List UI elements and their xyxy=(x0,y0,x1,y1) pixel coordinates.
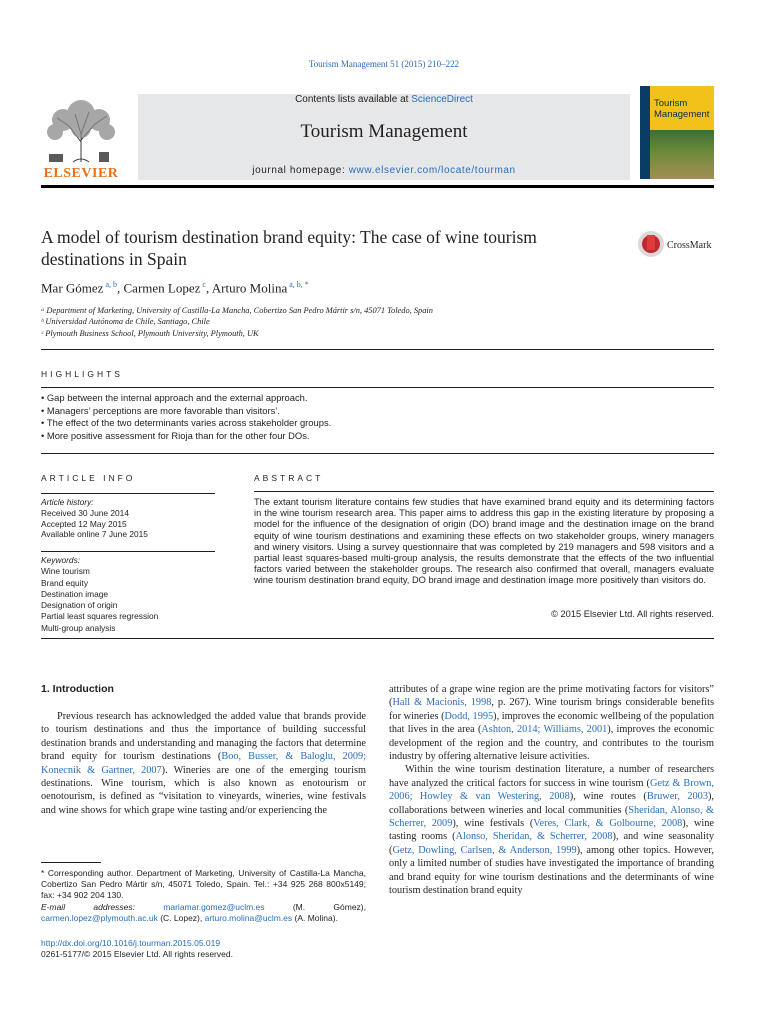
keywords xyxy=(41,555,221,634)
citation-link[interactable]: Dodd, 1995 xyxy=(444,710,494,722)
cover-stripe xyxy=(640,86,650,179)
body-column-right xyxy=(389,683,714,898)
keyword: Multi-group analysis xyxy=(41,622,116,633)
author-affiliation-marker[interactable]: a, b xyxy=(103,280,118,289)
email-owner: (C. Lopez), xyxy=(157,912,205,923)
body-text: Previous research has acknowledged the added value that brands provide to tourism destinations and thus the importance of building successful destination brands and understanding and managing the factors that determine brand equity for tourism destinations ( xyxy=(41,711,366,763)
keyword: Destination image xyxy=(41,588,109,599)
history-accepted: Accepted 12 May 2015 xyxy=(41,518,127,529)
article-info-heading: ARTICLE INFO xyxy=(41,473,136,483)
article-history xyxy=(41,497,221,540)
abstract-text: The extant tourism literature contains few studies that have examined brand equity and its determining factors in the wine tourism research area. This paper aims to address this gap in the existing literature by proposing a model for the influence of the designation of origin (DO) brand image and the destination image on the brand equity of wine tourism destinations and examining these effects on two stakeholder groups, winery managers and winery visitors. Using a survey questionnaire that was completed by 219 managers and 598 visitors and a partial least squares-based multi-group analysis, the results demonstrate that the effects of the two influential factors varied between the stakeholder groups. The research also confirmed that overall, managers evaluate wine tourism destination brand equity, DO brand image and destination image more positively than visitors do. xyxy=(254,497,714,586)
highlights-list xyxy=(41,392,641,442)
citation-link[interactable]: Getz, Dowling, Carlsen, & Anderson, 1999 xyxy=(392,844,577,856)
section-rule xyxy=(41,453,714,454)
affiliation: ᵃ Department of Marketing, University of Castilla-La Mancha, Cobertizo San Pedro Mártir s/n, 45071 Toledo, Spain xyxy=(41,306,433,315)
email-label: E-mail addresses: xyxy=(41,901,164,912)
keyword: Designation of origin xyxy=(41,600,118,611)
cover-title-line-2: Management xyxy=(654,109,710,120)
body-text: ), improves the economic wellbeing of the population that lives in the area ( xyxy=(389,710,714,736)
email-addresses xyxy=(41,902,366,924)
paragraph xyxy=(389,683,714,763)
body-text: ), improves the economic development of the region and the country, and contributes to the tourism industry by offering alternative leisure activities. xyxy=(389,724,714,763)
email-owner: (M. Gómez), xyxy=(264,901,366,912)
contents-line xyxy=(138,94,630,105)
highlight-item: • Managers’ perceptions are more favorable than visitors’. xyxy=(41,405,641,418)
article-title: A model of tourism destination brand equity: The case of wine tourism destinations in Spain xyxy=(41,227,537,269)
header-rule xyxy=(41,185,714,188)
abstract-copyright: © 2015 Elsevier Ltd. All rights reserved. xyxy=(551,609,714,619)
section-rule xyxy=(41,638,714,639)
cover-title xyxy=(654,98,709,120)
corresponding-author: * Corresponding author. Department of Marketing, University of Castilla-La Mancha, Cobertizo San Pedro Mártir s/n, 45071 Toledo, Spain. Tel.: +34 925 268 800x5149; fax: +34 902 204 130. xyxy=(41,868,366,901)
citation-link[interactable]: Alonso, Sheridan, & Scherrer, 2008 xyxy=(455,831,613,843)
homepage-prefix: journal homepage: xyxy=(252,165,349,176)
keywords-label: Keywords: xyxy=(41,555,81,565)
body-text: ), wine tasting rooms ( xyxy=(389,818,715,843)
citation-link[interactable]: Ashton, 2014; Williams, 2001 xyxy=(481,724,608,736)
section-rule xyxy=(41,349,714,350)
paragraph xyxy=(389,763,714,897)
citation-link[interactable]: Hall & Macionis, 1998 xyxy=(392,697,492,709)
body-text: attributes of a grape wine region are the prime motivating factors for visitors” ( xyxy=(389,684,714,709)
citation-link[interactable]: Bruwer, 2003 xyxy=(646,791,708,803)
highlight-item: • Gap between the internal approach and the external approach. xyxy=(41,392,641,405)
email-link[interactable]: arturo.molina@uclm.es xyxy=(204,912,293,923)
author-name[interactable]: Mar Gómez xyxy=(41,280,104,296)
journal-cover-image[interactable] xyxy=(640,86,714,179)
author-affiliation-marker[interactable]: a, b, * xyxy=(287,280,309,289)
cover-title-line-1: Tourism xyxy=(654,98,688,109)
author-list: Mar Gómez $^{a, b}$, Carmen Lopez $^c$, Arturo Molina $^{a, b, *}$ xyxy=(41,280,309,296)
citation-link[interactable]: Veres, Clark, & Golbourne, 2008 xyxy=(533,818,683,830)
body-text: Within the wine tourism destination literature, a number of researchers have analyzed the critical factors for success in wine tourism ( xyxy=(389,764,714,789)
affiliation: ᵇ Universidad Autónoma de Chile, Santiago, Chile xyxy=(41,317,210,327)
corresponding-author-footnote xyxy=(41,868,366,924)
citation-link[interactable]: Boo, Busser, & Baloglu, 2009; Konecnik & Gartner, 2007 xyxy=(41,751,366,776)
section-rule xyxy=(41,387,714,388)
abstract-rule xyxy=(254,491,714,492)
body-text: ), wine festivals ( xyxy=(452,818,534,830)
email-link[interactable]: mariamar.gomez@uclm.es xyxy=(163,901,265,912)
highlight-item: • The effect of the two determinants varies across stakeholder groups. xyxy=(41,417,641,430)
highlights-heading: HIGHLIGHTS xyxy=(41,369,123,379)
issn-line: 0261-5177/© 2015 Elsevier Ltd. All rights reserved. xyxy=(41,949,233,959)
article-info-rule xyxy=(41,493,215,494)
affiliation: ᶜ Plymouth Business School, Plymouth University, Plymouth, UK xyxy=(41,328,259,338)
journal-title: Tourism Management xyxy=(300,121,468,142)
highlight-item: • More positive assessment for Rioja than for the other four DOs. xyxy=(41,430,641,443)
sciencedirect-link[interactable]: ScienceDirect xyxy=(411,94,473,105)
keyword: Wine tourism xyxy=(41,566,90,577)
author-affiliation-marker[interactable]: c xyxy=(200,280,206,289)
doi-link[interactable]: http://dx.doi.org/10.1016/j.tourman.2015.05.019 xyxy=(41,938,221,948)
body-column-left xyxy=(41,710,366,817)
abstract-heading: ABSTRACT xyxy=(254,473,324,483)
history-received: Received 30 June 2014 xyxy=(41,507,130,518)
keyword: Brand equity xyxy=(41,577,89,588)
introduction-heading: 1. Introduction xyxy=(41,683,114,695)
body-text: ), wine routes ( xyxy=(569,791,647,803)
publisher-name: ELSEVIER xyxy=(43,166,119,181)
cover-photo xyxy=(650,130,714,179)
body-text: ). Wineries are one of the emerging tourism destinations. Wine tourism, which is also known as enotourism or oenotourism, is defined as “visitation to vineyards, wineries, wine festivals and wine shows for which grape wine tasting and/or experiencing the xyxy=(41,764,366,816)
crossmark-badge[interactable] xyxy=(637,229,719,259)
affiliations xyxy=(41,305,641,339)
email-owner: (A. Molina). xyxy=(292,912,338,923)
body-text: ), collaborations between wineries and local communities ( xyxy=(389,791,714,816)
citation-link[interactable]: Getz & Brown, 2006; Howley & van Westering, 2008 xyxy=(389,777,715,803)
footnote-rule xyxy=(41,862,101,863)
body-text: ), among other topics. However, only a limited number of studies have investigated the importance of branding and brand equity for wine tourism destinations and the determinants of wine tourism destination brand equity xyxy=(389,844,714,897)
crossmark-label: CrossMark xyxy=(667,240,712,251)
body-text: ), and wine seasonality ( xyxy=(389,831,714,856)
crossmark-icon xyxy=(637,229,719,259)
keywords-rule xyxy=(41,551,215,552)
journal-citation[interactable]: Tourism Management 51 (2015) 210–222 xyxy=(308,59,460,69)
author-name[interactable]: Arturo Molina xyxy=(211,280,288,296)
body-text: , p. 267). Wine tourism brings considerable benefits for wineries ( xyxy=(389,697,714,722)
keyword: Partial least squares regression xyxy=(41,611,159,622)
citation-link[interactable]: Sheridan, Alonso, & Scherrer, 2009 xyxy=(389,804,714,830)
journal-homepage xyxy=(138,165,630,176)
homepage-link[interactable]: www.elsevier.com/locate/tourman xyxy=(348,165,516,176)
author-name[interactable]: Carmen Lopez xyxy=(123,280,201,296)
email-link[interactable]: carmen.lopez@plymouth.ac.uk xyxy=(41,912,158,923)
contents-prefix: Contents lists available at xyxy=(295,94,412,105)
history-label: Article history: xyxy=(41,497,94,507)
history-online: Available online 7 June 2015 xyxy=(41,529,148,540)
